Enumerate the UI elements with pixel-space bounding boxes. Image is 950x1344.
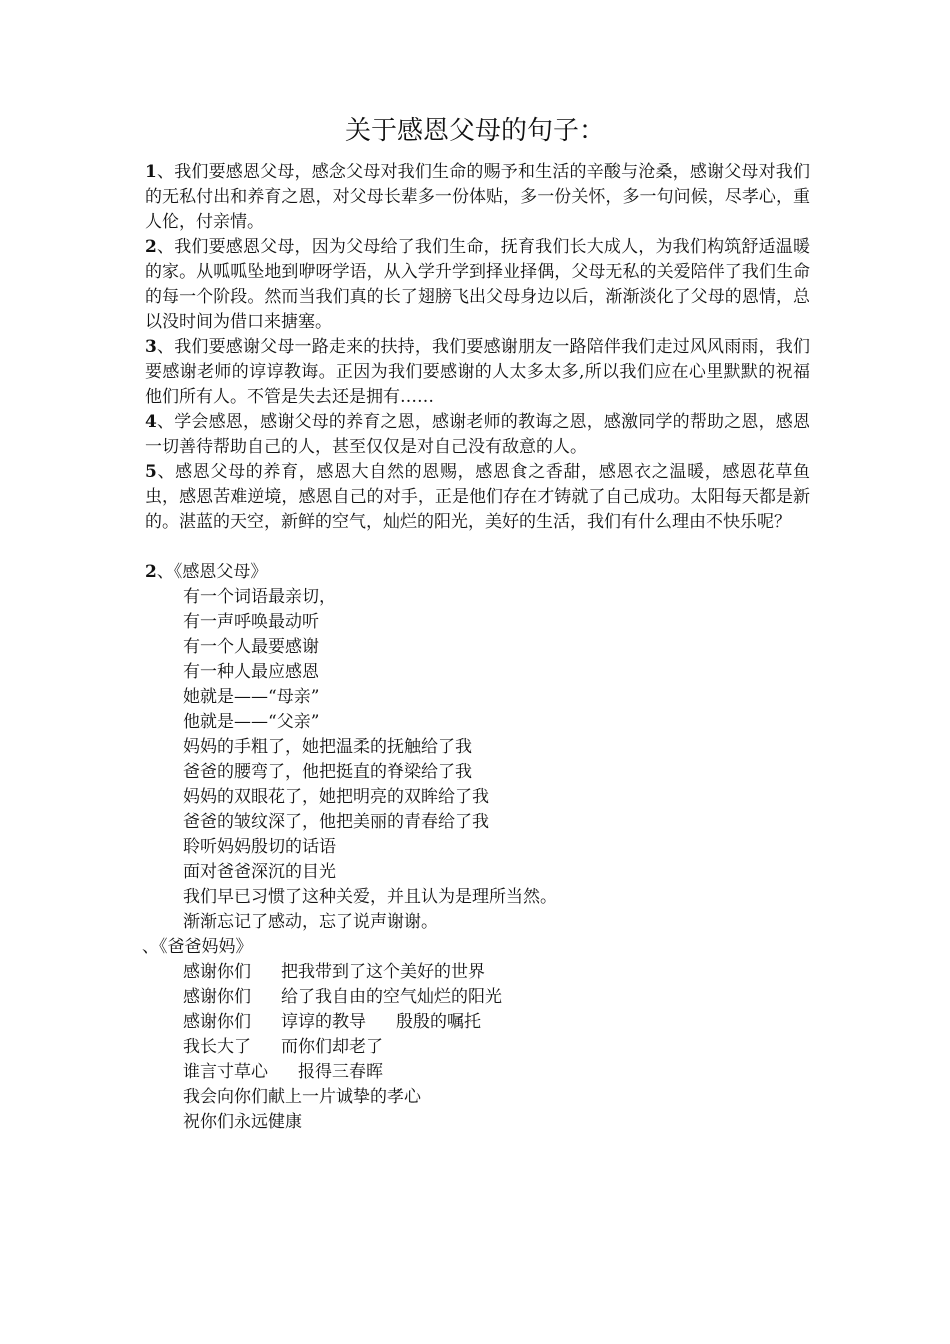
paragraph-number: 1 — [145, 162, 157, 182]
poem-phrase: 感谢你们 — [183, 962, 251, 982]
paragraph-number: 3 — [145, 337, 157, 357]
poem-phrase: 感谢你们 — [183, 1012, 251, 1032]
paragraph-5 — [145, 460, 810, 535]
poem-line: 有一个词语最亲切， — [183, 587, 336, 607]
poem-phrase: 感谢你们 — [183, 987, 251, 1007]
document-body — [142, 160, 810, 1135]
poem-line — [145, 1060, 810, 1085]
poem-line: 有一个人最要感谢 — [183, 637, 319, 657]
paragraph-text: 、我们要感恩父母，因为父母给了我们生命，抚育我们长大成人，为我们构筑舒适温暖的家。从呱呱坠地到咿呀学语，从入学升学到择业择偶，父母无私的关爱陪伴了我们生命的每一个阶段。然而当我们真的长了翅膀飞出父母身边以后，渐渐淡化了父母的恩情，总以没时间为借口来搪塞。 — [145, 237, 810, 332]
poem-phrase: 而你们却老了 — [281, 1037, 383, 1057]
poem-line: 妈妈的手粗了，她把温柔的抚触给了我 — [183, 737, 472, 757]
poem-phrase: 把我带到了这个美好的世界 — [281, 962, 485, 982]
poem-line: 她就是——“母亲” — [183, 687, 320, 707]
poem-phrase: 谁言寸草心 — [183, 1062, 268, 1082]
poem-line: 有一种人最应感恩 — [183, 662, 319, 682]
poem-line — [145, 1110, 810, 1135]
paragraph-text: 、学会感恩，感谢父母的养育之恩，感谢老师的教诲之恩，感激同学的帮助之恩，感恩一切善待帮助自己的人，甚至仅仅是对自己没有敌意的人。 — [145, 412, 810, 457]
paragraph-4 — [145, 410, 810, 460]
poem-line — [145, 1035, 810, 1060]
poem-2-heading: 、《爸爸妈妈》 — [142, 937, 253, 957]
poem-line: 渐渐忘记了感动，忘了说声谢谢。 — [183, 912, 438, 932]
paragraph-2 — [145, 235, 810, 335]
poem-phrase: 给了我自由的空气灿烂的阳光 — [281, 987, 502, 1007]
paragraph-text: 、感恩父母的养育，感恩大自然的恩赐，感恩食之香甜，感恩衣之温暖，感恩花草鱼虫，感恩苦难逆境，感恩自己的对手，正是他们存在才铸就了自己成功。太阳每天都是新的。湛蓝的天空，新鲜的空气，灿烂的阳光，美好的生活，我们有什么理由不快乐呢？ — [145, 462, 810, 532]
paragraph-number: 2 — [145, 237, 157, 257]
poem-title: 、《感恩父母》 — [156, 562, 268, 582]
poem-2-lines — [145, 960, 810, 1135]
blank-line — [145, 535, 810, 560]
poem-line: 爸爸的皱纹深了，他把美丽的青春给了我 — [183, 812, 489, 832]
poem-1-lines — [145, 585, 810, 935]
poem-line: 聆听妈妈殷切的话语 — [183, 837, 336, 857]
paragraph-3 — [145, 335, 810, 410]
poem-phrase: 谆谆的教导 — [281, 1012, 366, 1032]
poem-line: 爸爸的腰弯了，他把挺直的脊梁给了我 — [183, 762, 472, 782]
page-title: 关于感恩父母的句子： — [344, 116, 605, 146]
poem-1-heading — [145, 560, 810, 585]
poem-line — [145, 1085, 810, 1110]
poem-phrase: 祝你们永远健康 — [183, 1112, 302, 1132]
poem-line: 妈妈的双眼花了，她把明亮的双眸给了我 — [183, 787, 489, 807]
poem-line: 他就是——“父亲” — [183, 712, 320, 732]
poem-line: 我们早已习惯了这种关爱，并且认为是理所当然。 — [183, 887, 557, 907]
poem-phrase: 殷殷的嘱托 — [396, 1012, 481, 1032]
poem-line: 面对爸爸深沉的目光 — [183, 862, 336, 882]
poem-phrase: 我会向你们献上一片诚挚的孝心 — [183, 1087, 421, 1107]
paragraph-number: 5 — [145, 462, 157, 482]
poem-line: 有一声呼唤最动听 — [183, 612, 319, 632]
poem-phrase: 报得三春晖 — [298, 1062, 383, 1082]
poem-line — [145, 960, 810, 985]
paragraph-number: 4 — [145, 412, 157, 432]
poem-line — [145, 1010, 810, 1035]
paragraph-1 — [145, 160, 810, 235]
poem-phrase: 我长大了 — [183, 1037, 251, 1057]
poem-number: 2 — [145, 562, 157, 582]
paragraph-text: 、我们要感谢父母一路走来的扶持，我们要感谢朋友一路陪伴我们走过风风雨雨，我们要感谢老师的谆谆教诲。正因为我们要感谢的人太多太多,所以我们应在心里默默的祝福他们所有人。不管是失去还是拥有…… — [145, 337, 810, 407]
poem-line — [145, 985, 810, 1010]
paragraph-text: 、我们要感恩父母，感念父母对我们生命的赐予和生活的辛酸与沧桑，感谢父母对我们的无私付出和养育之恩，对父母长辈多一份体贴，多一份关怀，多一句问候，尽孝心，重人伦，付亲情。 — [145, 162, 810, 232]
